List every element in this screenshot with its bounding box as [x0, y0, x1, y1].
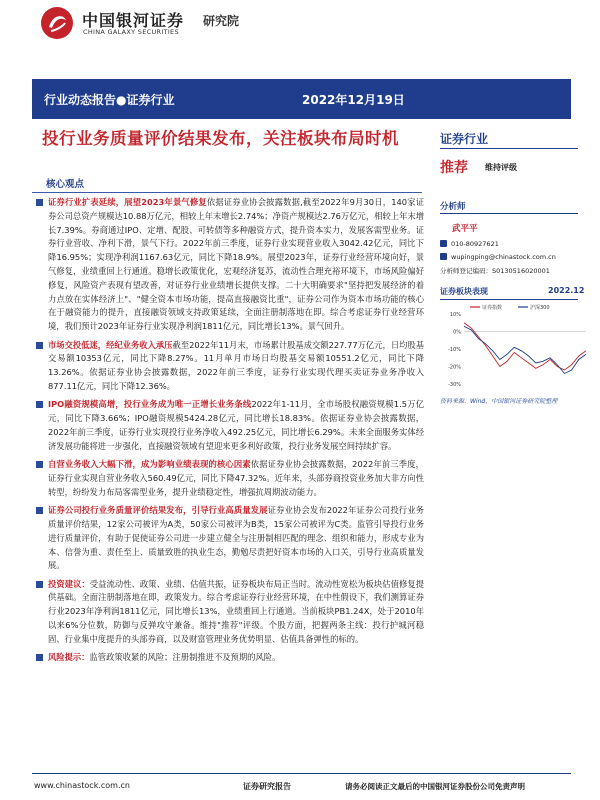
bullet-body: 2022年1-11月，全市场股权融资规模1.5万亿元，同比下降3.66%；IPO融资规模5424.28亿元，同比增长18.83%。依据证券业协会披露数据，2022年前三季度，证券行业实现投行业务净收入492.25亿元，同比增长6.29%。未来全面服务实体经济发展功能将进一步强化，直接融资领域有望迎来更多利好政策，投行业务发展空间持续扩容。: [48, 399, 424, 451]
bullet-square-icon: [36, 461, 43, 468]
bullet-square-icon: [36, 401, 43, 408]
galaxy-logo-icon: [40, 6, 74, 40]
divider: [440, 148, 578, 149]
bullet-body: 依据证券业协会披露数据,截至2022年9月30日，140家证券公司总资产规模达10.88万亿元，相较上年末增长2.74%；净资产规模达2.76万亿元，相较上年末增长7.39%。券商通过IPO、定增、配股、可转债等多种融资方式，提升资本实力，发展客需型业务。证券行业营收、净利下滑，景气下行。2022年前三季度，证券行业实现营业收入3042.42亿元，同比下降16.95%；实现净利润1167.63亿元，同比下降18.9%。展望2023年，证券行业经营环境向好，景气修复，业绩重回上行通道。稳增长政策优化，宏观经济复苏，流动性合理充裕环境下，市场风险偏好修复，风险资产表现有望改善，对证券行业业绩增长提供支撑。二十大明确要求"坚持把发展经济的着力点放在实体经济上"、"健全资本市场功能，提高直接融资比重"，证券公司作为资本市场功能的核心在于融资能力的提升，直接融资领域支持政策延续，全面注册制落地在即。综合考虑证券行业经营环境，我们预计2023年证券行业实现净利润1811亿元，同比增长13%。景气回升。: [48, 197, 424, 332]
bullet-item: [34, 504, 424, 573]
legend-label: 证券指数: [482, 305, 503, 311]
brand-name: 中国银河证券: [82, 11, 185, 30]
chart-source: 资料来源：Wind，中国银河证券研究院整理: [440, 398, 558, 405]
phone-icon: [440, 240, 447, 247]
divider: [32, 192, 422, 193]
bullet-lead: 风险提示：: [48, 652, 90, 663]
divider: [32, 773, 571, 774]
bullet-item: [34, 196, 424, 334]
report-date: 2022年12月19日: [302, 93, 405, 107]
series-line: [464, 326, 586, 373]
industry-label: 证券行业: [440, 132, 489, 146]
legend-label: 沪深300: [530, 305, 550, 311]
analyst-label: 分析师: [440, 202, 466, 212]
y-tick-label: -10%: [448, 347, 461, 353]
analyst-phone-row: [440, 240, 499, 248]
bullet-item: [34, 651, 424, 665]
bullet-body: 截至2022年11月末，市场累计股基成交额227.77万亿元，日均股基交易额10353亿元，同比下降8.27%。11月单月市场日均股基交易额10551.2亿元，同比下降13.26%。依据证券业协会披露数据，2022年前三季度，证券行业实现代理买卖证券业务净收入877.11亿元，同比下降12.36%。: [48, 339, 425, 391]
report-title: 投行业务质量评价结果发布，关注板块布局时机: [42, 129, 399, 148]
chart-date: 2022.12: [548, 286, 585, 295]
brand-name-en: CHINA GALAXY SECURITIES: [83, 28, 179, 36]
bullet-square-icon: [36, 581, 43, 588]
footer-disclaimer: 请务必阅读正文最后的中国银河证券股份公司免责声明: [345, 782, 525, 791]
bullet-item: [34, 398, 424, 453]
bullet-square-icon: [36, 654, 43, 661]
bullet-body: 证券业协会发布2022年证券公司投行业务质量评价结果，12家公司被评为A类，50家公司被评为B类，15家公司被评为C类。监管引导投行业务进行质量评价，有助于促使证券公司进一步建立健全与注册制相匹配的理念、组织和能力，形成专业为本、信誉为重、责任至上、质量致胜的执业生态，勤勉尽责把好资本市场的入口关，引导行业高质量发展。: [48, 505, 424, 571]
analyst-name: 武平平: [452, 224, 478, 234]
chart-title: 证券板块表现: [440, 287, 488, 296]
divider: [440, 213, 578, 214]
analyst-email[interactable]: wupingping@chinastock.com.cn: [451, 253, 556, 261]
sector-performance-chart: [440, 302, 590, 388]
bullet-item: [34, 339, 424, 394]
bullet-lead: 证券行业扩表延续，展望2023年景气修复: [48, 197, 207, 207]
y-tick-label: -20%: [448, 364, 461, 371]
analyst-cert-row: [440, 266, 550, 275]
report-type: 行业动态报告●证券行业: [44, 93, 175, 107]
y-tick-label: -30%: [448, 382, 461, 388]
rating-note: 维持评级: [485, 163, 517, 172]
series-line: [464, 323, 586, 370]
bullet-item: [34, 458, 424, 499]
bullet-lead: 自营业务收入大幅下滑，成为影响业绩表现的核心因素: [48, 459, 251, 470]
bullet-body: 受益流动性、政策、业绩、估值共振，证券板块布局正当时。流动性宽松为板块估值修复提供基础。全面注册制落地在即，政策发力。综合考虑证券行业经营环境，在中性假设下，我们测算证券行业2023年净利润1811亿元，同比增长13%，业绩重回上行通道。当前板块PB1.24X，处于2010年以来6%分位数，防御与反弹攻守兼备。维持"推荐"评级。个股方面，把握两条主线：投行护城河稳固、行业集中度提升的头部券商，以及财富管理业务优势明显、估值具备弹性的标的。: [48, 578, 424, 644]
bullet-square-icon: [36, 342, 43, 349]
y-tick-label: 10%: [449, 312, 461, 318]
divider: [440, 299, 578, 300]
bullet-lead: 投资建议：: [48, 578, 90, 589]
analyst-email-row: [440, 253, 556, 261]
footer-site-link[interactable]: www.chinastock.com.cn: [34, 781, 130, 790]
y-tick-label: 0%: [453, 329, 461, 336]
bullet-lead: 市场交投低迷，经纪业务收入承压: [48, 339, 173, 350]
bullet-body: 监管政策收紧的风险；注册制推进不及预期的风险。: [89, 652, 281, 663]
institute-label: 研究院: [203, 14, 240, 28]
bullet-square-icon: [36, 199, 43, 206]
bullet-body: 依据证券业协会披露数据，2022年前三季度，证券行业实现自营业务收入560.49亿元，同比下降47.32%。近年来，头部券商投资业务加大非方向性转型，纷纷发力布局客需型业务，提升业绩稳定性，增强抗周期波动能力。: [48, 459, 424, 497]
bullet-square-icon: [36, 507, 43, 514]
footer-report-label: 证券研究报告: [243, 782, 291, 791]
bullet-lead: 证券公司投行业务质量评价结果发布，引导行业高质量发展: [48, 505, 268, 516]
bullet-lead: IPO融资规模高增，投行业务成为唯一正增长业务条线: [48, 399, 252, 410]
core-bullets: [34, 196, 424, 670]
mail-icon: [440, 253, 447, 260]
analyst-cert: 分析师登记编码：S0130516020001: [440, 267, 550, 275]
core-label: 核心观点: [46, 179, 85, 190]
rating: 推荐: [440, 160, 468, 176]
analyst-phone: 010-80927621: [451, 240, 499, 248]
report-banner: [32, 79, 571, 119]
bullet-item: [34, 578, 424, 647]
